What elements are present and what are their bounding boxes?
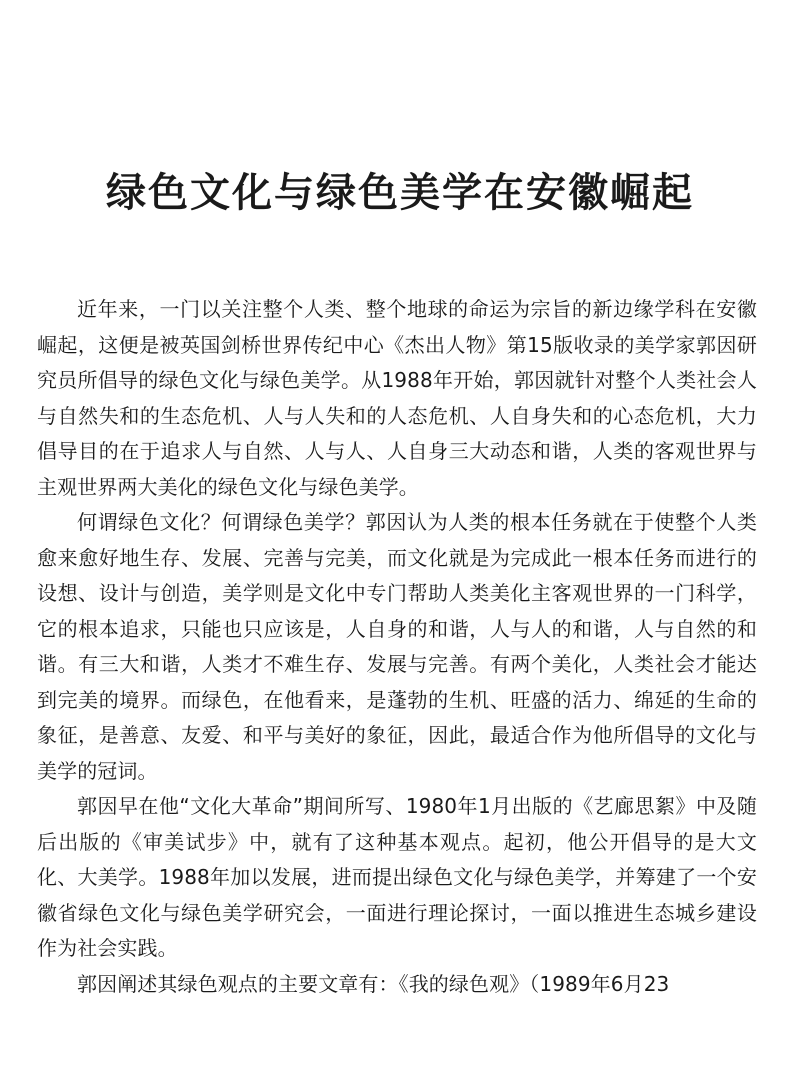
article-body xyxy=(37,292,757,1002)
article-title: 绿色文化与绿色美学在安徽崛起 xyxy=(106,168,694,216)
paragraph-4: 郭因阐述其绿色观点的主要文章有：《我的绿色观》（1989年6月23 xyxy=(77,971,670,996)
paragraph-2: 何谓绿色文化？何谓绿色美学？郭因认为人类的根本任务就在于使整个人类愈来愈好地生存、发展、完善与完美，而文化就是为完成此一根本任务而进行的设想、设计与创造，美学则是文化中专门帮助人类美化主客观世界的一门科学，它的根本追求，只能也只应该是，人自身的和谐，人与人的和谐，人与自然的和谐。有三大和谐，人类才不难生存、发展与完善。有两个美化，人类社会才能达到完美的境界。而绿色，在他看来，是蓬勃的生机、旺盛的活力、绵延的生命的象征，是善意、友爱、和平与美好的象征，因此，最适合作为他所倡导的文化与美学的冠词。 xyxy=(37,510,757,783)
paragraph-3: 郭因早在他“文化大革命”期间所写、1980年1月出版的《艺廊思絮》中及随后出版的《审美试步》中，就有了这种基本观点。起初，他公开倡导的是大文化、大美学。1988年加以发展，进而提出绿色文化与绿色美学，并筹建了一个安徽省绿色文化与绿色美学研究会，一面进行理论探讨，一面以推进生态城乡建设作为社会实践。 xyxy=(37,794,757,960)
paragraph-1: 近年来，一门以关注整个人类、整个地球的命运为宗旨的新边缘学科在安徽崛起，这便是被英国剑桥世界传纪中心《杰出人物》第15版收录的美学家郭因研究员所倡导的绿色文化与绿色美学。从1988年开始，郭因就针对整个人类社会人与自然失和的生态危机、人与人失和的人态危机、人自身失和的心态危机，大力倡导目的在于追求人与自然、人与人、人自身三大动态和谐，人类的客观世界与主观世界两大美化的绿色文化与绿色美学。 xyxy=(37,297,757,499)
